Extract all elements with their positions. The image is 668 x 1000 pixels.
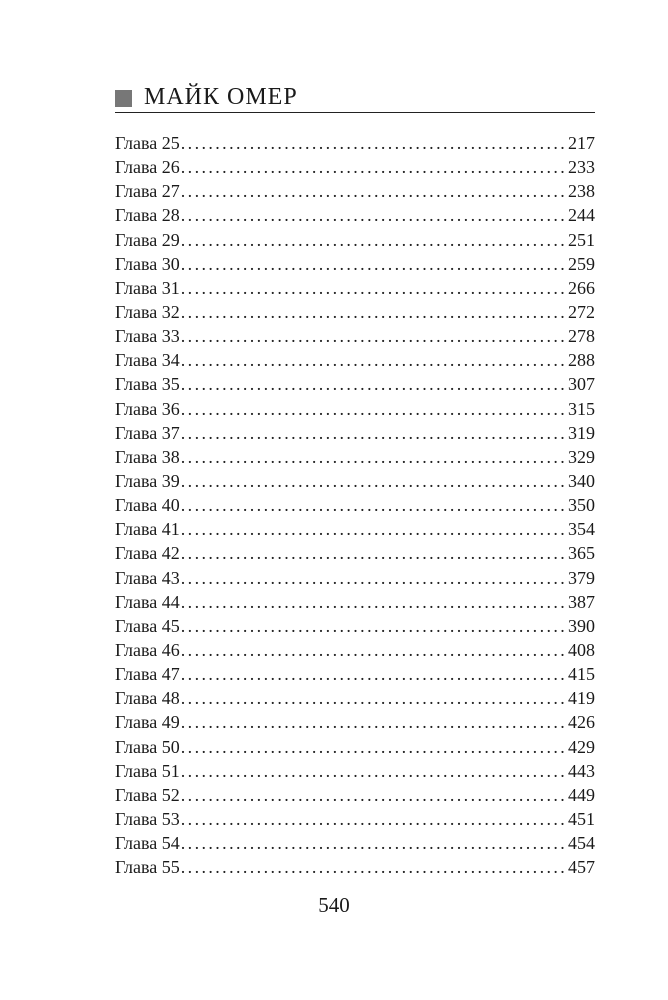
toc-entry: [115, 203, 595, 227]
dot-leader: [181, 469, 564, 493]
toc-entry-page: 443: [568, 760, 595, 781]
toc-entry-page: 387: [568, 591, 595, 612]
toc-entry-page: 272: [568, 301, 595, 322]
toc-entry: [115, 855, 595, 879]
toc-entry-page: 238: [568, 181, 595, 202]
table-of-contents: [115, 131, 595, 879]
toc-entry: [115, 493, 595, 517]
toc-entry: [115, 614, 595, 638]
dot-leader: [181, 348, 564, 372]
toc-entry-page: 429: [568, 736, 595, 757]
dot-leader: [181, 855, 564, 879]
toc-entry-label: Глава 46: [115, 639, 180, 660]
dot-leader: [181, 300, 564, 324]
dot-leader: [181, 686, 564, 710]
toc-entry-label: Глава 32: [115, 301, 180, 322]
dot-leader: [181, 759, 564, 783]
toc-entry-page: 233: [568, 157, 595, 178]
toc-entry: [115, 228, 595, 252]
dot-leader: [181, 179, 564, 203]
dot-leader: [181, 614, 564, 638]
toc-entry: [115, 421, 595, 445]
toc-entry-label: Глава 55: [115, 857, 180, 878]
toc-entry: [115, 735, 595, 759]
toc-entry-label: Глава 54: [115, 833, 180, 854]
toc-entry-page: 451: [568, 808, 595, 829]
toc-entry-label: Глава 49: [115, 712, 180, 733]
toc-entry-page: 319: [568, 422, 595, 443]
toc-entry: [115, 469, 595, 493]
toc-entry-page: 379: [568, 567, 595, 588]
toc-entry: [115, 445, 595, 469]
toc-entry-label: Глава 35: [115, 374, 180, 395]
toc-entry-label: Глава 50: [115, 736, 180, 757]
toc-entry: [115, 276, 595, 300]
toc-entry-label: Глава 51: [115, 760, 180, 781]
toc-entry-page: 307: [568, 374, 595, 395]
toc-entry: [115, 638, 595, 662]
dot-leader: [181, 276, 564, 300]
toc-entry-label: Глава 44: [115, 591, 180, 612]
toc-entry: [115, 324, 595, 348]
toc-entry: [115, 759, 595, 783]
dot-leader: [181, 324, 564, 348]
toc-entry-label: Глава 48: [115, 688, 180, 709]
dot-leader: [181, 638, 564, 662]
toc-entry-label: Глава 40: [115, 495, 180, 516]
toc-entry-page: 415: [568, 664, 595, 685]
toc-entry: [115, 155, 595, 179]
toc-entry-page: 426: [568, 712, 595, 733]
toc-entry: [115, 686, 595, 710]
toc-entry-page: 329: [568, 446, 595, 467]
toc-entry-label: Глава 42: [115, 543, 180, 564]
dot-leader: [181, 493, 564, 517]
toc-entry-label: Глава 30: [115, 253, 180, 274]
toc-entry-page: 408: [568, 639, 595, 660]
toc-entry-page: 259: [568, 253, 595, 274]
toc-entry: [115, 300, 595, 324]
dot-leader: [181, 228, 564, 252]
toc-entry-label: Глава 28: [115, 205, 180, 226]
toc-entry-label: Глава 34: [115, 350, 180, 371]
dot-leader: [181, 397, 564, 421]
dot-leader: [181, 421, 564, 445]
dot-leader: [181, 735, 564, 759]
dot-leader: [181, 131, 564, 155]
dot-leader: [181, 783, 564, 807]
toc-entry-page: 266: [568, 277, 595, 298]
toc-entry-label: Глава 36: [115, 398, 180, 419]
dot-leader: [181, 445, 564, 469]
square-bullet-icon: [115, 90, 132, 107]
dot-leader: [181, 566, 564, 590]
toc-entry: [115, 541, 595, 565]
toc-entry-label: Глава 41: [115, 519, 180, 540]
toc-entry-label: Глава 43: [115, 567, 180, 588]
toc-entry: [115, 710, 595, 734]
toc-entry-label: Глава 39: [115, 470, 180, 491]
toc-entry-page: 449: [568, 784, 595, 805]
toc-entry-label: Глава 27: [115, 181, 180, 202]
toc-entry-page: 457: [568, 857, 595, 878]
dot-leader: [181, 252, 564, 276]
toc-entry: [115, 566, 595, 590]
toc-entry-page: 350: [568, 495, 595, 516]
dot-leader: [181, 590, 564, 614]
toc-entry: [115, 372, 595, 396]
toc-entry-label: Глава 52: [115, 784, 180, 805]
toc-entry-label: Глава 29: [115, 229, 180, 250]
dot-leader: [181, 831, 564, 855]
toc-entry-label: Глава 47: [115, 664, 180, 685]
toc-entry-page: 251: [568, 229, 595, 250]
toc-entry-page: 244: [568, 205, 595, 226]
toc-entry-page: 217: [568, 133, 595, 153]
toc-entry: [115, 831, 595, 855]
toc-entry-label: Глава 31: [115, 277, 180, 298]
toc-entry: [115, 783, 595, 807]
toc-entry-page: 365: [568, 543, 595, 564]
toc-entry: [115, 348, 595, 372]
toc-entry: [115, 590, 595, 614]
toc-entry-page: 354: [568, 519, 595, 540]
toc-entry-label: Глава 25: [115, 133, 180, 153]
toc-entry-label: Глава 33: [115, 326, 180, 347]
page-number: 540: [318, 893, 350, 917]
toc-entry-page: 340: [568, 470, 595, 491]
toc-entry: [115, 397, 595, 421]
dot-leader: [181, 710, 564, 734]
toc-entry-label: Глава 37: [115, 422, 180, 443]
running-header: [115, 82, 595, 113]
toc-entry: [115, 179, 595, 203]
dot-leader: [181, 541, 564, 565]
toc-entry-page: 315: [568, 398, 595, 419]
toc-entry-label: Глава 45: [115, 615, 180, 636]
dot-leader: [181, 203, 564, 227]
toc-entry-label: Глава 26: [115, 157, 180, 178]
dot-leader: [181, 155, 564, 179]
toc-entry: [115, 662, 595, 686]
toc-entry: [115, 517, 595, 541]
toc-entry: [115, 131, 595, 155]
toc-entry-page: 288: [568, 350, 595, 371]
toc-entry-label: Глава 38: [115, 446, 180, 467]
dot-leader: [181, 662, 564, 686]
dot-leader: [181, 517, 564, 541]
toc-entry: [115, 807, 595, 831]
toc-entry: [115, 252, 595, 276]
dot-leader: [181, 372, 564, 396]
author-name: МАЙК ОМЕР: [144, 84, 298, 110]
dot-leader: [181, 807, 564, 831]
toc-entry-page: 390: [568, 615, 595, 636]
toc-entry-page: 278: [568, 326, 595, 347]
toc-entry-page: 419: [568, 688, 595, 709]
toc-entry-label: Глава 53: [115, 808, 180, 829]
toc-entry-page: 454: [568, 833, 595, 854]
